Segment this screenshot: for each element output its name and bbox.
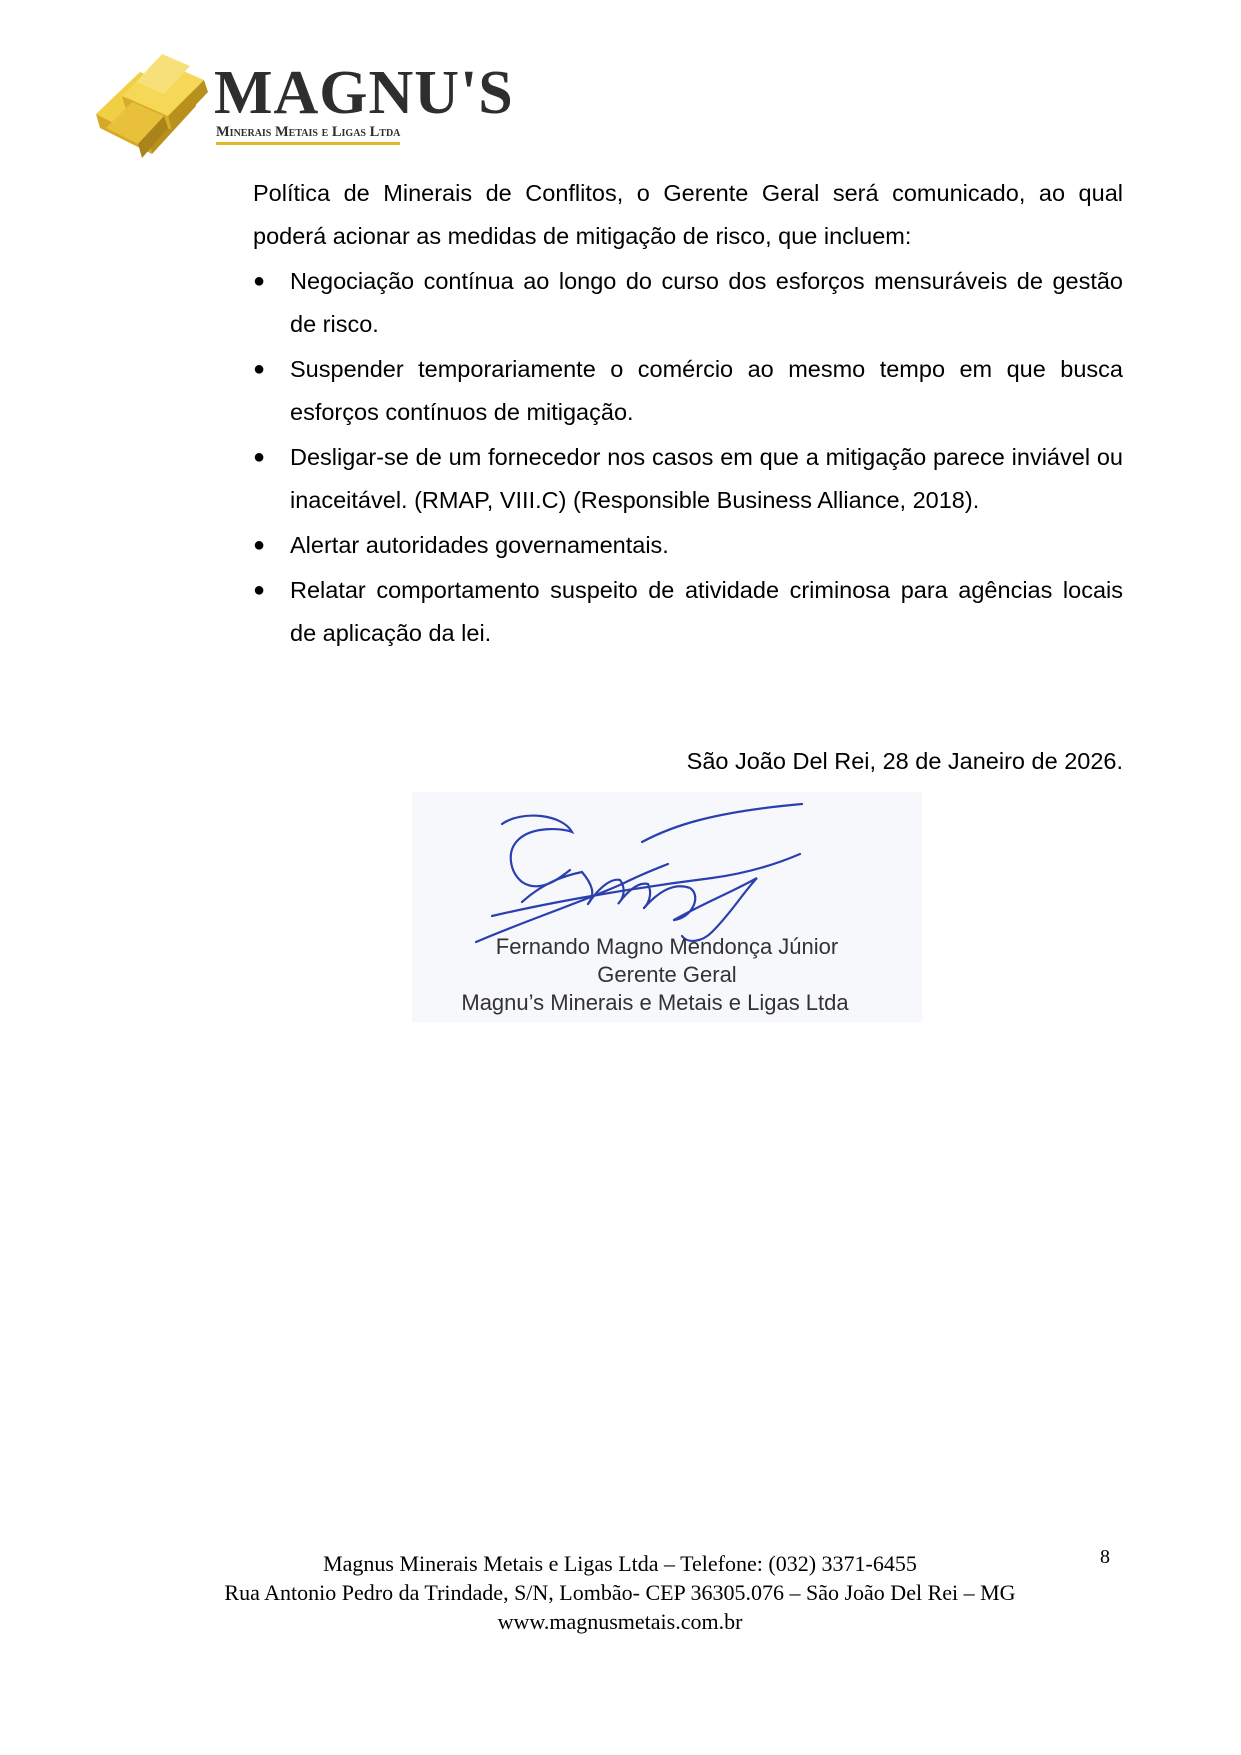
date-line: São João Del Rei, 28 de Janeiro de 2026. <box>686 748 1123 774</box>
company-logo <box>92 44 514 168</box>
intro-paragraph: Política de Minerais de Conflitos, o Gerente Geral será comunicado, ao qual poderá acionar as medidas de mitigação de risco, que incluem: <box>253 180 1123 249</box>
footer-address-line: Rua Antonio Pedro da Trindade, S/N, Lombão- CEP 36305.076 – São João Del Rei – MG <box>224 1580 1016 1605</box>
signatory-role: Gerente Geral <box>597 962 737 987</box>
document-body <box>253 172 1123 657</box>
list-item: ● Negociação contínua ao longo do curso dos esforços mensuráveis de gestão de risco. <box>253 260 1123 346</box>
signature-block <box>412 792 922 1022</box>
bullet-icon: ● <box>253 358 266 380</box>
page-footer <box>150 1549 1090 1636</box>
footer-website-link[interactable]: www.magnusmetais.com.br <box>497 1609 743 1634</box>
list-item: ● Alertar autoridades governamentais. <box>253 524 1123 567</box>
footer-contact-line: Magnus Minerais Metais e Ligas Ltda – Telefone: (032) 3371-6455 <box>323 1551 917 1576</box>
bullet-icon: ● <box>253 579 266 601</box>
page-number: 8 <box>1100 1546 1110 1568</box>
list-item: ● Suspender temporariamente o comércio ao mesmo tempo em que busca esforços contínuos de mitigação. <box>253 348 1123 434</box>
bullet-icon: ● <box>253 446 266 468</box>
list-item: ● Relatar comportamento suspeito de atividade criminosa para agências locais de aplicação da lei. <box>253 569 1123 655</box>
bullet-icon: ● <box>253 270 266 292</box>
bullet-icon: ● <box>253 534 266 556</box>
mitigation-list <box>253 260 1123 655</box>
signatory-company: Magnu’s Minerais e Metais e Ligas Ltda <box>461 990 849 1015</box>
logo-subtitle: Minerais Metais e Ligas Ltda <box>216 124 400 145</box>
logo-wordmark: MAGNU'S <box>214 59 514 127</box>
signatory-name: Fernando Magno Mendonça Júnior <box>495 934 839 959</box>
gold-bars-icon <box>92 44 222 168</box>
list-item: ● Desligar-se de um fornecedor nos casos em que a mitigação parece inviável ou inaceitável. (RMAP, VIII.C) (Responsible Business Alliance, 2018). <box>253 436 1123 522</box>
